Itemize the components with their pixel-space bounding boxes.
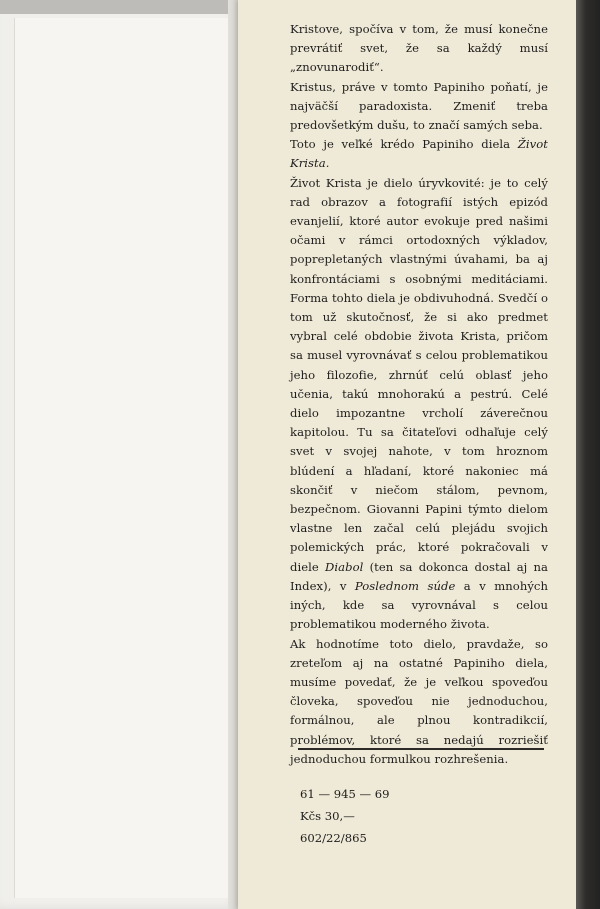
- paragraph-3: [290, 135, 548, 173]
- book-title: Život Krista.: [290, 137, 548, 171]
- book-cover: [0, 0, 240, 909]
- paragraph-4-text-b: (ten sa dokonca dostal aj na Index), v: [290, 559, 548, 593]
- divider-line: [298, 748, 544, 750]
- paragraph-4: [290, 174, 548, 635]
- paragraph-2: [290, 78, 548, 136]
- paragraph-4-text-a: Život Krista je dielo úryvkovité: je to celý rad obrazov a fotografií istých epizód evanjelií, ktoré autor evokuje pred našimi očami v rámci ortodoxných výkladov, poprepletaných vlastnými úvahami, ba aj konfrontáciami s osobnými meditáciami. Forma tohto diela je obdivuhodná. Svedčí o tom už skutočnosť, že si ako predmet vybral celé obdobie života Krista, pričom sa musel vyrovnávať s celou problematikou jeho filozofie, zhrnúť celú oblasť jeho učenia, takú mnohorakú a pestrú. Celé dielo impozantne vrcholí záverečnou kapitolou. Tu sa čitateľovi odhaľuje celý svet v svojej nahote, v tom hroznom blúdení a hľadaní, ktoré nakoniec má skončiť v niečom stálom, pevnom, bezpečnom. Giovanni Papini týmto dielom vlastne len začal celú plejádu svojich polemických prác, ktoré pokračovali v diele: [290, 175, 548, 574]
- paragraph-1: [290, 20, 548, 78]
- catalog-info: [300, 783, 390, 849]
- title-posledny-sud: Poslednom súde: [354, 578, 456, 593]
- catalog-code: 61 — 945 — 69: [300, 787, 390, 801]
- catalog-number: 602/22/865: [300, 831, 367, 845]
- paragraph-4-text-c: a v mnohých iných, kde sa vyrovnával s celou problematikou moderného života.: [290, 578, 548, 632]
- paragraph-5-text: Ak hodnotíme toto dielo, pravdaže, so zreteľom aj na ostatné Papiniho diela, musíme povedať, že je veľkou spoveďou človeka, spoveďou nie jednoduchou, formálnou, ale plnou kontradikcií, problémov, ktoré sa nedajú rozriešiť jednoduchou formulkou rozhrešenia.: [290, 636, 548, 766]
- paragraph-2-text: Kristus, práve v tomto Papiniho poňatí, je najväčší paradoxista. Zmeniť treba predovšetkým dušu, to značí samých seba.: [290, 79, 548, 133]
- flap-text: [290, 20, 548, 769]
- cover-blank-panel: [14, 18, 235, 898]
- title-diabol: Diabol: [325, 559, 364, 574]
- price: Kčs 30,—: [300, 809, 355, 823]
- paragraph-1-text: Kristove, spočíva v tom, že musí konečne prevrátiť svet, že sa každý musí „znovunarodiť“.: [290, 22, 548, 75]
- cover-top-band: [0, 0, 240, 14]
- jacket-fold-edge: [228, 0, 238, 909]
- background-edge: [576, 0, 600, 909]
- paragraph-3-text: Toto je veľké krédo Papiniho diela: [290, 137, 518, 152]
